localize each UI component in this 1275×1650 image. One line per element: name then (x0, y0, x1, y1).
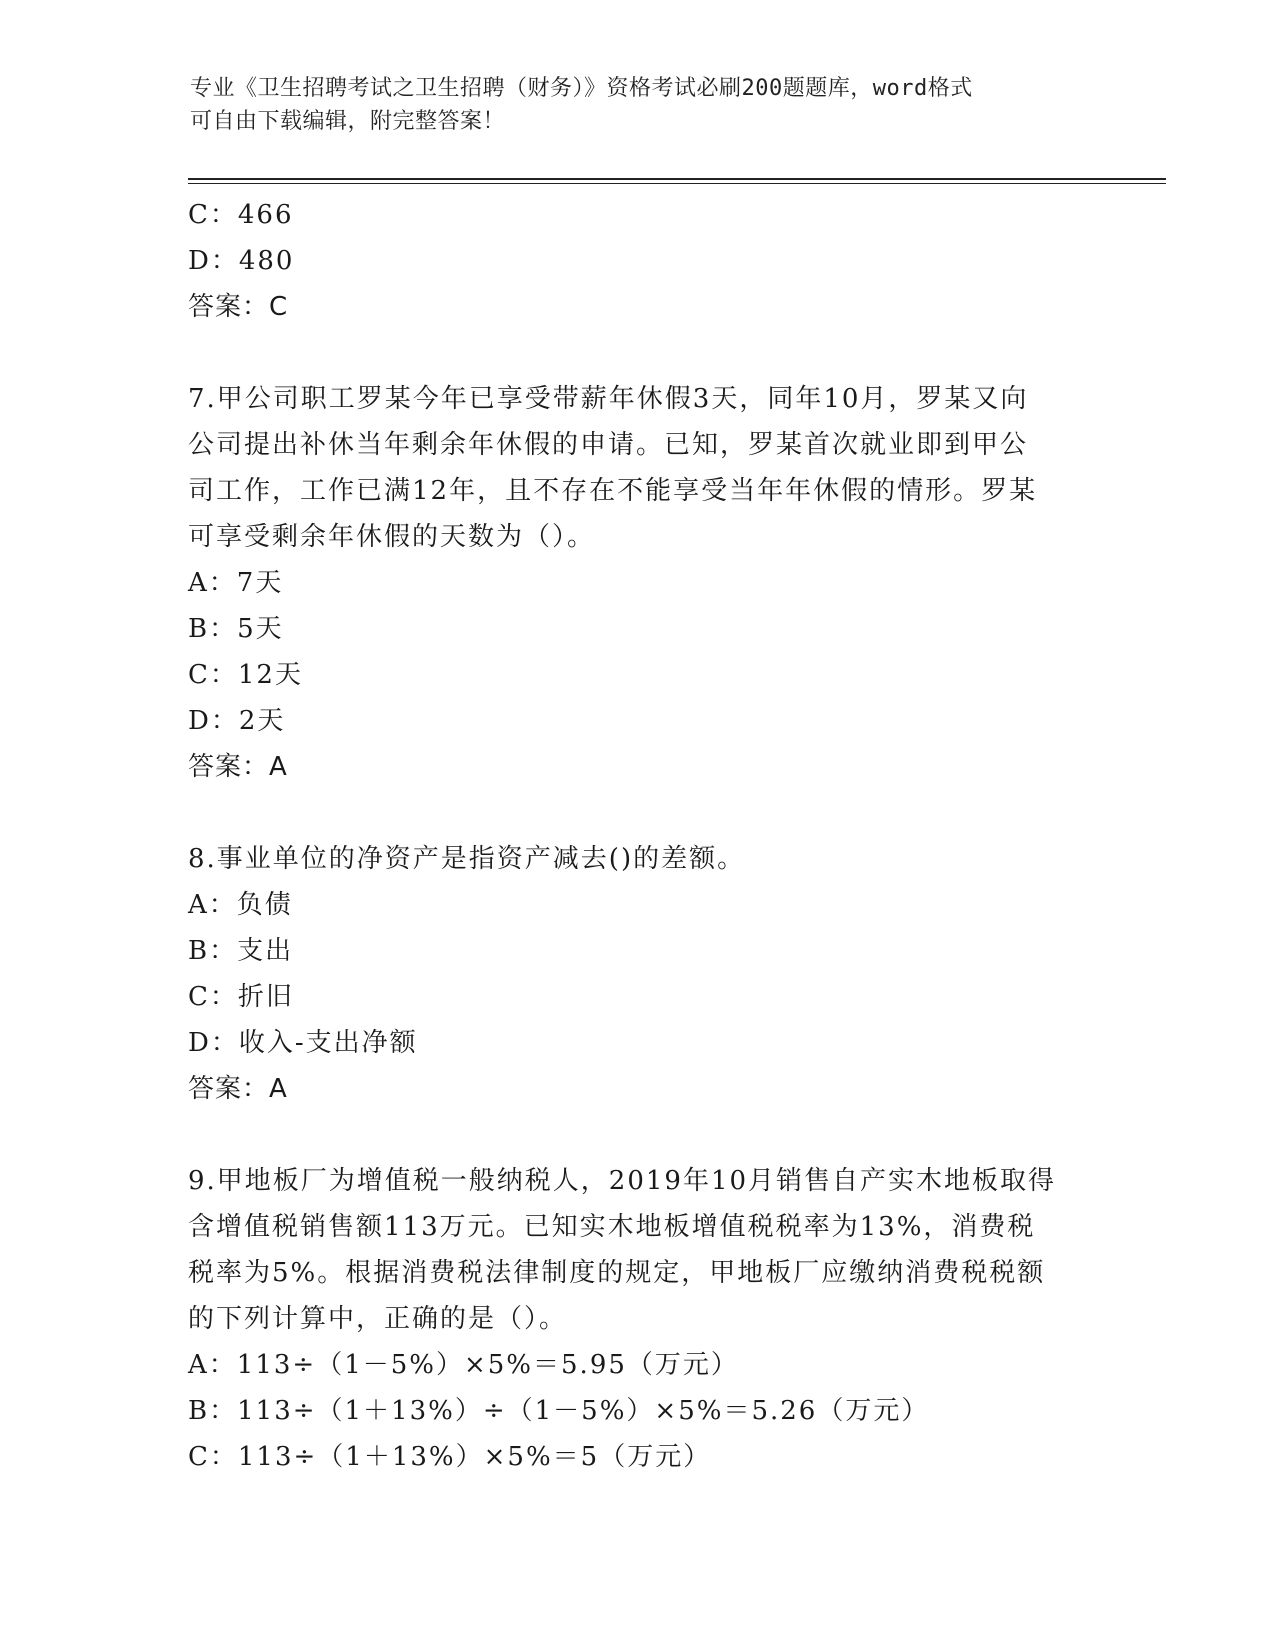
question-stem-line: 司工作，工作已满12年，且不存在不能享受当年年休假的情形。罗某 (188, 476, 1038, 506)
option-d: D：2天 (188, 706, 286, 736)
option-b: B：支出 (188, 936, 294, 966)
option-b: B：5天 (188, 614, 284, 644)
document-header (190, 72, 1070, 138)
question-8 (188, 836, 1088, 1112)
spacer (188, 790, 1088, 836)
question-stem-line: 税率为5%。根据消费税法律制度的规定，甲地板厂应缴纳消费税税额 (188, 1258, 1046, 1288)
answer-line: 答案：A (188, 1074, 288, 1104)
question-7 (188, 376, 1088, 790)
question-stem-line: 8.事业单位的净资产是指资产减去()的差额。 (188, 844, 746, 874)
option-b: B：113÷（1＋13%）÷（1－5%）×5%＝5.26（万元） (188, 1396, 930, 1426)
question-9 (188, 1158, 1088, 1480)
previous-question-tail (188, 192, 1088, 330)
option-c: C：466 (188, 200, 294, 230)
header-title-line-1: 专业《卫生招聘考试之卫生招聘（财务）》资格考试必刷200题题库，word格式 (190, 76, 973, 101)
option-c: C：113÷（1＋13%）×5%＝5（万元） (188, 1442, 712, 1472)
question-stem-line: 7.甲公司职工罗某今年已享受带薪年休假3天，同年10月，罗某又向 (188, 384, 1029, 414)
question-stem-line: 9.甲地板厂为增值税一般纳税人，2019年10月销售自产实木地板取得 (188, 1166, 1057, 1196)
option-a: A：7天 (188, 568, 284, 598)
option-a: A：负债 (188, 890, 293, 920)
option-c: C：折旧 (188, 982, 294, 1012)
answer-line: 答案：A (188, 752, 288, 782)
header-title-line-2: 可自由下载编辑，附完整答案！ (190, 109, 506, 134)
option-c: C：12天 (188, 660, 303, 690)
question-stem-line: 的下列计算中，正确的是（）。 (188, 1304, 568, 1334)
option-d: D：收入-支出净额 (188, 1028, 418, 1058)
answer-line: 答案：C (188, 292, 289, 322)
header-divider-thin (188, 183, 1166, 184)
spacer (188, 330, 1088, 376)
header-divider-thick (188, 178, 1166, 180)
option-d: D：480 (188, 246, 295, 276)
question-stem-line: 公司提出补休当年剩余年休假的申请。已知，罗某首次就业即到甲公 (188, 430, 1029, 460)
question-content (188, 192, 1088, 1480)
question-stem-line: 可享受剩余年休假的天数为（）。 (188, 522, 596, 552)
question-stem-line: 含增值税销售额113万元。已知实木地板增值税税率为13%，消费税 (188, 1212, 1036, 1242)
spacer (188, 1112, 1088, 1158)
option-a: A：113÷（1－5%）×5%＝5.95（万元） (188, 1350, 739, 1380)
